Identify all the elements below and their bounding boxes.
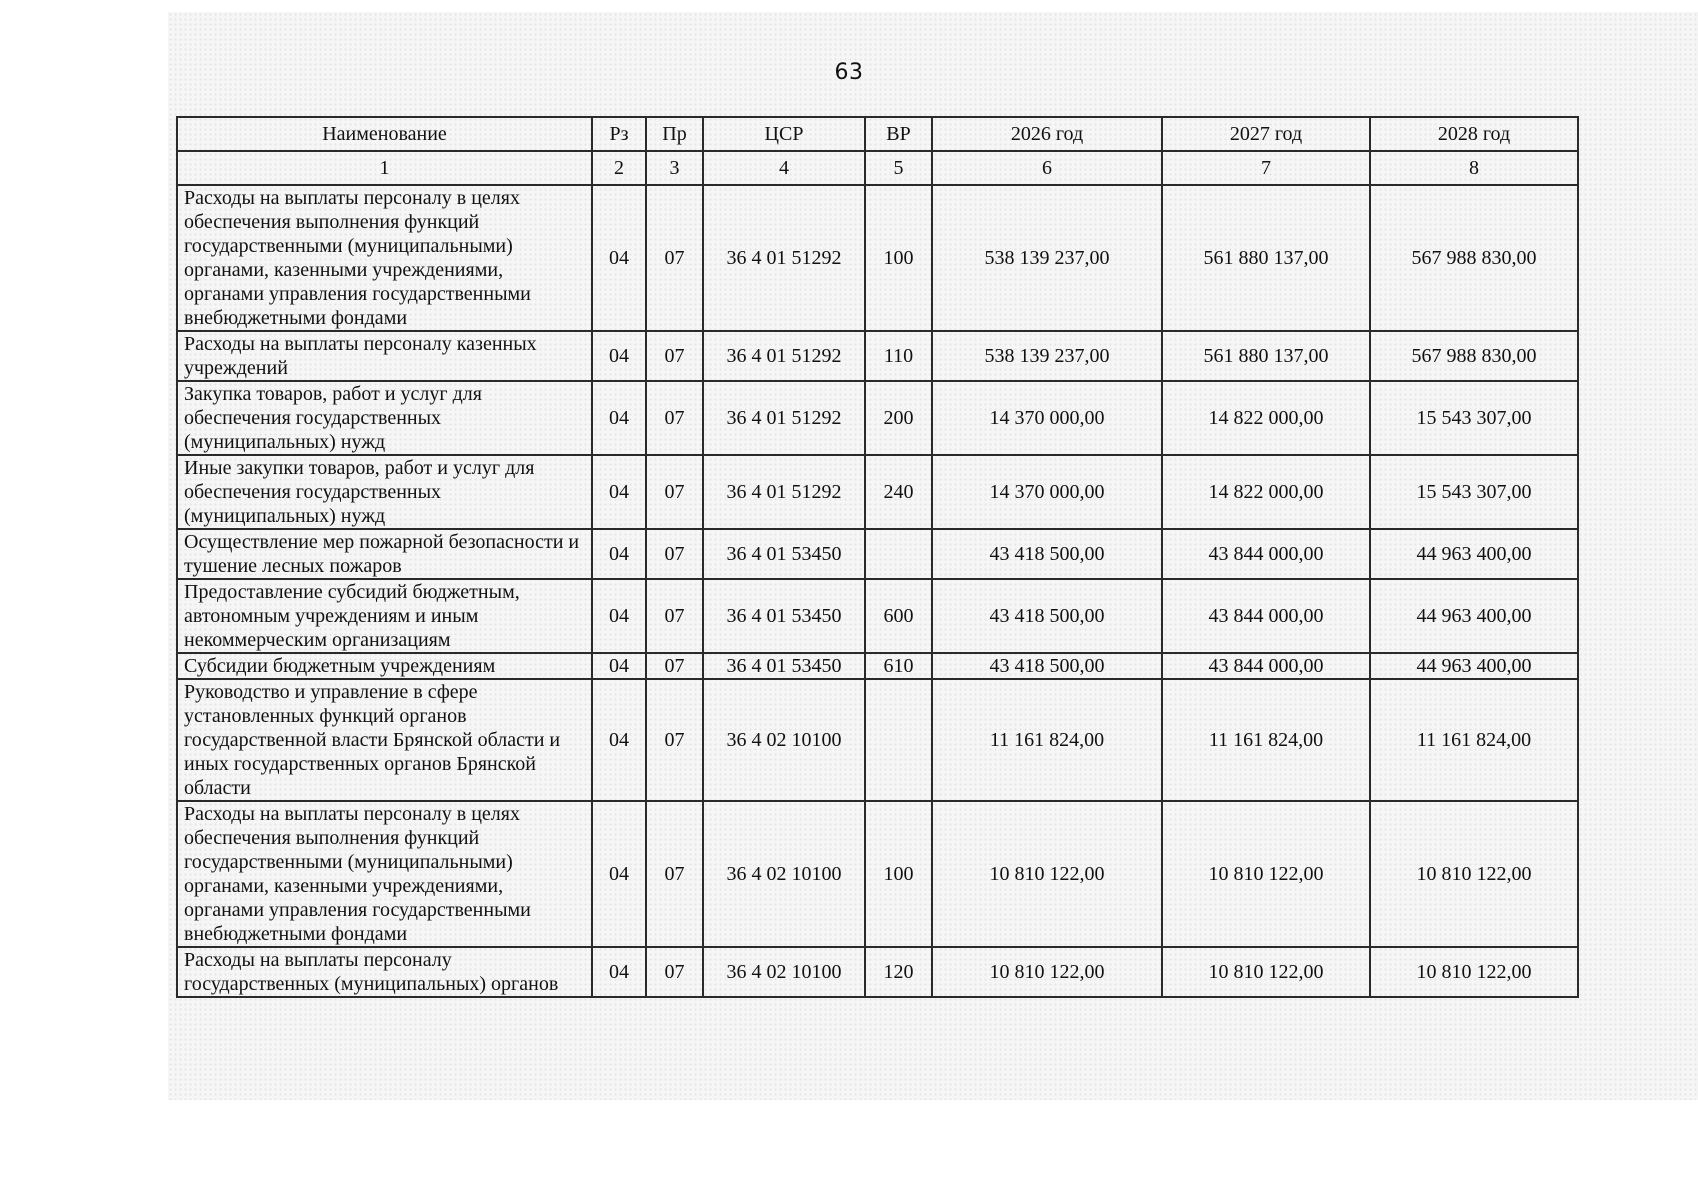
row-vr: 600 [865, 579, 932, 653]
row-pr: 07 [646, 331, 703, 381]
row-amount-2026: 43 418 500,00 [932, 529, 1162, 579]
row-amount-2027: 10 810 122,00 [1162, 947, 1370, 997]
table-row [177, 185, 1578, 331]
row-amount-2028: 10 810 122,00 [1370, 801, 1578, 947]
column-number: 7 [1162, 151, 1370, 185]
row-vr [865, 679, 932, 801]
table-row [177, 381, 1578, 455]
row-vr: 100 [865, 185, 932, 331]
row-rz: 04 [592, 653, 646, 679]
row-pr: 07 [646, 679, 703, 801]
row-amount-2026: 538 139 237,00 [932, 185, 1162, 331]
column-number-row [177, 151, 1578, 185]
column-number: 2 [592, 151, 646, 185]
row-amount-2027: 10 810 122,00 [1162, 801, 1370, 947]
row-amount-2028: 567 988 830,00 [1370, 331, 1578, 381]
table-row [177, 801, 1578, 947]
table-row [177, 331, 1578, 381]
row-amount-2027: 561 880 137,00 [1162, 185, 1370, 331]
row-name: Закупка товаров, работ и услуг для обеспечения государственных (муниципальных) нужд [177, 381, 592, 455]
row-rz: 04 [592, 331, 646, 381]
row-vr: 240 [865, 455, 932, 529]
row-amount-2027: 43 844 000,00 [1162, 529, 1370, 579]
row-csr: 36 4 02 10100 [703, 679, 865, 801]
row-amount-2027: 11 161 824,00 [1162, 679, 1370, 801]
row-pr: 07 [646, 947, 703, 997]
row-amount-2028: 44 963 400,00 [1370, 529, 1578, 579]
row-amount-2027: 43 844 000,00 [1162, 579, 1370, 653]
table-row [177, 579, 1578, 653]
row-amount-2027: 14 822 000,00 [1162, 381, 1370, 455]
column-number: 3 [646, 151, 703, 185]
row-amount-2026: 14 370 000,00 [932, 455, 1162, 529]
row-pr: 07 [646, 185, 703, 331]
table-row [177, 653, 1578, 679]
row-name: Расходы на выплаты персоналу в целях обеспечения выполнения функций государственными (муниципальными) органами, казенными учреждениями, органами управления государственными внебюджетными фондами [177, 185, 592, 331]
header-vr: ВР [865, 117, 932, 151]
row-vr: 200 [865, 381, 932, 455]
row-rz: 04 [592, 185, 646, 331]
row-csr: 36 4 01 53450 [703, 579, 865, 653]
row-csr: 36 4 02 10100 [703, 801, 865, 947]
header-2026: 2026 год [932, 117, 1162, 151]
header-name: Наименование [177, 117, 592, 151]
row-csr: 36 4 01 51292 [703, 455, 865, 529]
table-row [177, 947, 1578, 997]
row-amount-2028: 15 543 307,00 [1370, 381, 1578, 455]
row-rz: 04 [592, 679, 646, 801]
row-name: Субсидии бюджетным учреждениям [177, 653, 592, 679]
row-pr: 07 [646, 579, 703, 653]
row-csr: 36 4 01 51292 [703, 185, 865, 331]
row-amount-2028: 10 810 122,00 [1370, 947, 1578, 997]
row-rz: 04 [592, 801, 646, 947]
row-name: Расходы на выплаты персоналу казенных учреждений [177, 331, 592, 381]
table-row [177, 679, 1578, 801]
row-vr: 110 [865, 331, 932, 381]
row-amount-2027: 43 844 000,00 [1162, 653, 1370, 679]
row-pr: 07 [646, 653, 703, 679]
column-number: 1 [177, 151, 592, 185]
row-rz: 04 [592, 381, 646, 455]
row-amount-2027: 561 880 137,00 [1162, 331, 1370, 381]
row-name: Предоставление субсидий бюджетным, автономным учреждениям и иным некоммерческим организациям [177, 579, 592, 653]
row-amount-2026: 10 810 122,00 [932, 801, 1162, 947]
row-pr: 07 [646, 529, 703, 579]
row-name: Иные закупки товаров, работ и услуг для обеспечения государственных (муниципальных) нужд [177, 455, 592, 529]
row-amount-2028: 15 543 307,00 [1370, 455, 1578, 529]
row-pr: 07 [646, 455, 703, 529]
row-rz: 04 [592, 579, 646, 653]
header-row [177, 117, 1578, 151]
row-rz: 04 [592, 947, 646, 997]
row-rz: 04 [592, 529, 646, 579]
column-number: 4 [703, 151, 865, 185]
row-amount-2028: 44 963 400,00 [1370, 579, 1578, 653]
row-name: Расходы на выплаты персоналу в целях обеспечения выполнения функций государственными (муниципальными) органами, казенными учреждениями, органами управления государственными внебюджетными фондами [177, 801, 592, 947]
row-amount-2026: 538 139 237,00 [932, 331, 1162, 381]
row-amount-2026: 10 810 122,00 [932, 947, 1162, 997]
row-amount-2028: 567 988 830,00 [1370, 185, 1578, 331]
table-row [177, 529, 1578, 579]
row-vr: 100 [865, 801, 932, 947]
column-number: 5 [865, 151, 932, 185]
row-amount-2028: 11 161 824,00 [1370, 679, 1578, 801]
page-number: 63 [834, 60, 864, 85]
row-vr: 610 [865, 653, 932, 679]
header-2028: 2028 год [1370, 117, 1578, 151]
budget-table [176, 116, 1579, 998]
row-amount-2026: 43 418 500,00 [932, 653, 1162, 679]
row-vr: 120 [865, 947, 932, 997]
row-csr: 36 4 01 51292 [703, 331, 865, 381]
row-amount-2027: 14 822 000,00 [1162, 455, 1370, 529]
header-rz: Рз [592, 117, 646, 151]
row-csr: 36 4 01 53450 [703, 529, 865, 579]
row-amount-2026: 43 418 500,00 [932, 579, 1162, 653]
row-rz: 04 [592, 455, 646, 529]
row-pr: 07 [646, 801, 703, 947]
table-row [177, 455, 1578, 529]
row-name: Расходы на выплаты персоналу государственных (муниципальных) органов [177, 947, 592, 997]
row-vr [865, 529, 932, 579]
header-pr: Пр [646, 117, 703, 151]
row-csr: 36 4 01 51292 [703, 381, 865, 455]
row-name: Осуществление мер пожарной безопасности и тушение лесных пожаров [177, 529, 592, 579]
row-amount-2026: 14 370 000,00 [932, 381, 1162, 455]
header-2027: 2027 год [1162, 117, 1370, 151]
column-number: 6 [932, 151, 1162, 185]
column-number: 8 [1370, 151, 1578, 185]
row-csr: 36 4 01 53450 [703, 653, 865, 679]
header-csr: ЦСР [703, 117, 865, 151]
row-name: Руководство и управление в сфере установленных функций органов государственной власти Брянской области и иных государственных органов Брянской области [177, 679, 592, 801]
row-amount-2028: 44 963 400,00 [1370, 653, 1578, 679]
row-pr: 07 [646, 381, 703, 455]
row-amount-2026: 11 161 824,00 [932, 679, 1162, 801]
row-csr: 36 4 02 10100 [703, 947, 865, 997]
